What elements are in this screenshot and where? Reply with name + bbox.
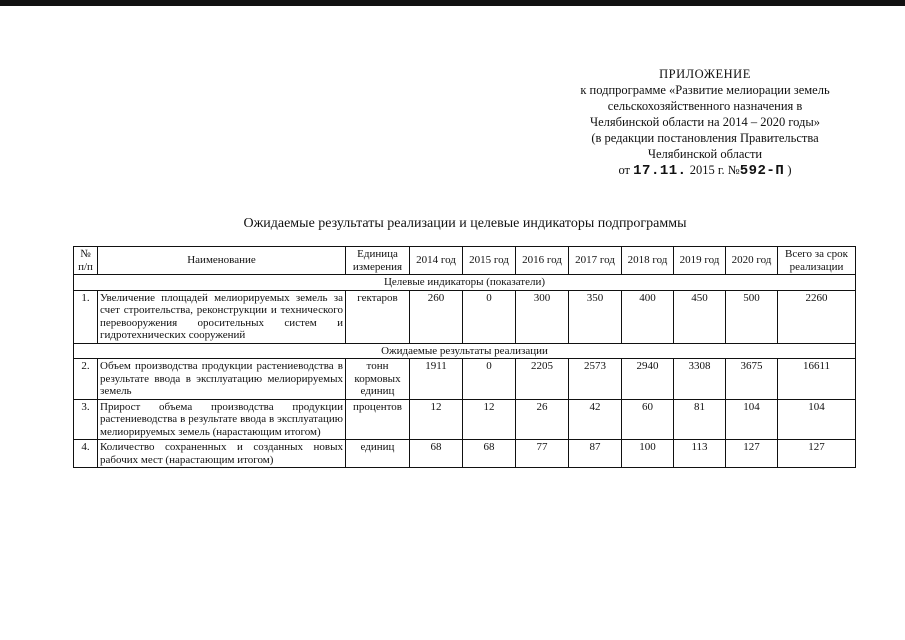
row-name: Количество сохраненных и созданных новых рабочих мест (нарастающим итогом) <box>98 440 346 468</box>
row-value: 60 <box>622 399 674 440</box>
row-value: 500 <box>726 290 778 343</box>
header-year: 2014 год <box>410 247 463 275</box>
row-unit: единиц <box>346 440 410 468</box>
row-name: Объем производства продукции растениеводства в результате ввода в эксплуатацию мелиорируемых земель <box>98 359 346 400</box>
header-name: Наименование <box>98 247 346 275</box>
row-value: 12 <box>463 399 516 440</box>
row-value: 260 <box>410 290 463 343</box>
row-value: 300 <box>516 290 569 343</box>
table-header-row <box>74 247 856 275</box>
row-unit: гектаров <box>346 290 410 343</box>
appendix-line: сельскохозяйственного назначения в <box>607 99 803 113</box>
header-year: 2015 год <box>463 247 516 275</box>
row-value: 113 <box>674 440 726 468</box>
row-value: 2940 <box>622 359 674 400</box>
appendix-line: Челябинской области <box>647 147 763 161</box>
section-row <box>74 343 856 359</box>
header-num: № п/п <box>74 247 98 275</box>
table-row <box>74 399 856 440</box>
resolution-date: 17.11. <box>633 163 687 179</box>
row-total: 104 <box>778 399 856 440</box>
header-year: 2017 год <box>569 247 622 275</box>
row-num: 1. <box>74 290 98 343</box>
row-value: 42 <box>569 399 622 440</box>
scan-top-border <box>0 0 905 6</box>
row-total: 16611 <box>778 359 856 400</box>
row-name: Увеличение площадей мелиорируемых земель за счет строительства, реконструкции и технического перевооружения оросительных систем и гидротехнических сооружений <box>98 290 346 343</box>
row-name: Прирост объема производства продукции растениеводства в результате ввода в эксплуатацию мелиорируемых земель (нарастающим итогом) <box>98 399 346 440</box>
row-value: 1911 <box>410 359 463 400</box>
row-value: 100 <box>622 440 674 468</box>
row-unit: процентов <box>346 399 410 440</box>
table-row <box>74 290 856 343</box>
row-value: 0 <box>463 290 516 343</box>
header-year: 2019 год <box>674 247 726 275</box>
row-value: 3675 <box>726 359 778 400</box>
header-year: 2018 год <box>622 247 674 275</box>
row-value: 68 <box>463 440 516 468</box>
section-title: Целевые индикаторы (показатели) <box>74 275 856 291</box>
row-value: 350 <box>569 290 622 343</box>
header-year: 2016 год <box>516 247 569 275</box>
row-value: 0 <box>463 359 516 400</box>
row-total: 2260 <box>778 290 856 343</box>
appendix-line: к подпрограмме «Развитие мелиорации земель <box>580 83 830 97</box>
row-total: 127 <box>778 440 856 468</box>
row-num: 2. <box>74 359 98 400</box>
row-num: 4. <box>74 440 98 468</box>
appendix-header <box>545 66 865 179</box>
page-title: Ожидаемые результаты реализации и целевые индикаторы подпрограммы <box>243 216 687 231</box>
row-value: 12 <box>410 399 463 440</box>
appendix-line: Челябинской области на 2014 – 2020 годы» <box>589 115 821 129</box>
row-value: 68 <box>410 440 463 468</box>
row-value: 81 <box>674 399 726 440</box>
row-value: 77 <box>516 440 569 468</box>
header-year: 2020 год <box>726 247 778 275</box>
date-suffix: ) <box>787 163 792 177</box>
row-unit: тонн кормовых единиц <box>346 359 410 400</box>
date-middle: 2015 г. № <box>689 163 740 177</box>
row-value: 127 <box>726 440 778 468</box>
row-value: 2573 <box>569 359 622 400</box>
appendix-line: (в редакции постановления Правительства <box>591 131 819 145</box>
row-value: 104 <box>726 399 778 440</box>
header-unit: Единица измерения <box>346 247 410 275</box>
date-prefix: от <box>618 163 631 177</box>
row-value: 2205 <box>516 359 569 400</box>
row-value: 26 <box>516 399 569 440</box>
section-title: Ожидаемые результаты реализации <box>74 343 856 359</box>
row-value: 400 <box>622 290 674 343</box>
appendix-title: ПРИЛОЖЕНИЕ <box>659 67 751 81</box>
resolution-date-line <box>545 162 865 179</box>
resolution-number: 592-П <box>739 163 785 179</box>
header-total: Всего за срок реализации <box>778 247 856 275</box>
row-value: 3308 <box>674 359 726 400</box>
table-row <box>74 359 856 400</box>
table-row <box>74 440 856 468</box>
row-value: 450 <box>674 290 726 343</box>
row-value: 87 <box>569 440 622 468</box>
section-row <box>74 275 856 291</box>
results-table <box>73 246 856 468</box>
row-num: 3. <box>74 399 98 440</box>
